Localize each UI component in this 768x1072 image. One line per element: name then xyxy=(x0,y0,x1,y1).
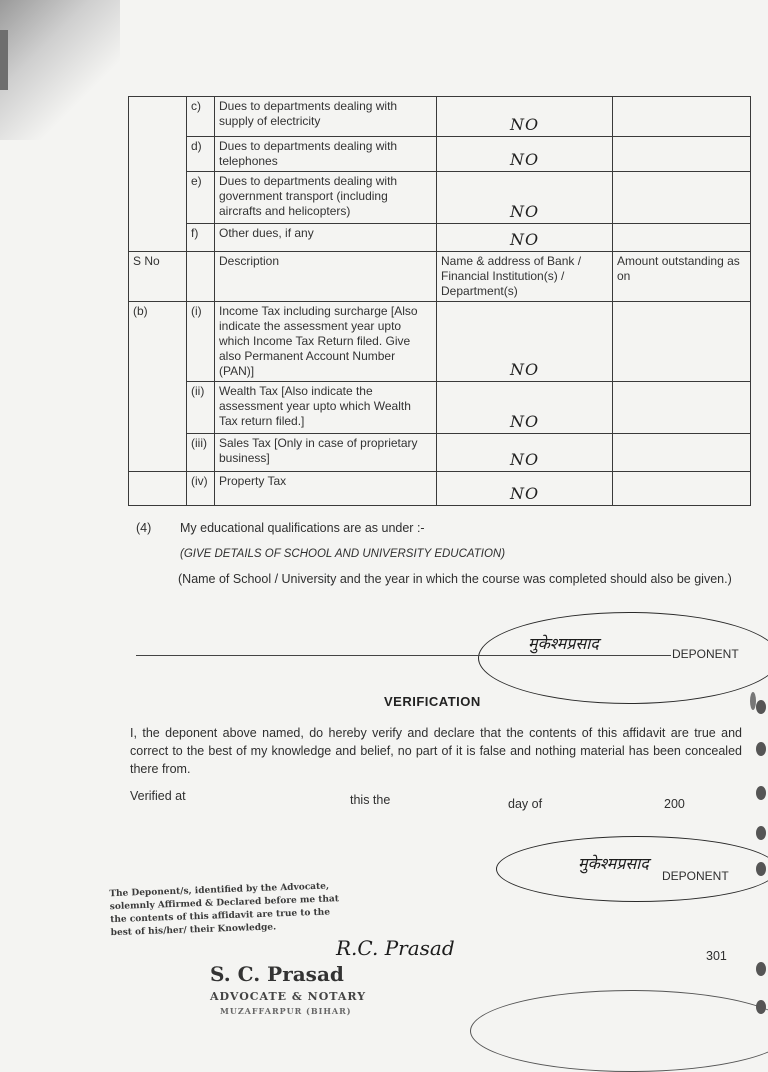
section4-line: My educational qualifications are as under :- xyxy=(180,521,425,535)
handwritten-entry: NO xyxy=(509,202,540,221)
page-number: 301 xyxy=(706,949,727,963)
dues-table xyxy=(128,96,751,506)
handwritten-entry: NO xyxy=(509,230,540,249)
amount-cell xyxy=(613,97,751,137)
bank-cell xyxy=(437,172,613,224)
signature-oval xyxy=(470,990,768,1072)
notary-name: S. C. Prasad xyxy=(210,962,344,986)
handwritten-entry: NO xyxy=(509,150,540,169)
bank-cell xyxy=(437,434,613,472)
notary-place: MUZAFFARPUR (BIHAR) xyxy=(220,1006,352,1016)
notary-signature: R.C. Prasad xyxy=(336,936,455,960)
bank-cell xyxy=(437,224,613,252)
section4-instruction: (GIVE DETAILS OF SCHOOL AND UNIVERSITY EDUCATION) xyxy=(180,548,506,560)
amount-cell xyxy=(613,172,751,224)
handwritten-entry: NO xyxy=(509,484,540,503)
deponent-signature: मुकेश्मप्रसाद xyxy=(578,854,649,873)
row-label: (iii) xyxy=(187,434,215,472)
verification-heading: VERIFICATION xyxy=(384,694,481,709)
bank-cell xyxy=(437,97,613,137)
row-label: e) xyxy=(187,172,215,224)
year-label: 200 xyxy=(664,797,685,811)
row-label: d) xyxy=(187,137,215,172)
scan-edge xyxy=(0,30,8,90)
amount-cell xyxy=(613,472,751,506)
table-header-row xyxy=(129,252,751,302)
header-blank xyxy=(187,252,215,302)
row-description: Sales Tax [Only in case of proprietary business] xyxy=(215,434,437,472)
bank-cell xyxy=(437,382,613,434)
amount-cell xyxy=(613,382,751,434)
section-b-blank xyxy=(129,472,187,506)
row-description: Income Tax including surcharge [Also indicate the assessment year upto which Income Tax Return filed. Give also Permanent Account Number (PAN)] xyxy=(215,302,437,382)
row-label: (i) xyxy=(187,302,215,382)
handwritten-entry: NO xyxy=(509,115,540,134)
this-the-label: this the xyxy=(350,793,391,807)
section-number: (4) xyxy=(136,521,152,535)
handwritten-entry: NO xyxy=(509,412,540,431)
table-row xyxy=(129,472,751,506)
table-row xyxy=(129,172,751,224)
amount-cell xyxy=(613,434,751,472)
header-sno: S No xyxy=(129,252,187,302)
header-description: Description xyxy=(215,252,437,302)
bank-cell xyxy=(437,302,613,382)
table-row xyxy=(129,137,751,172)
day-of-label: day of xyxy=(508,797,543,811)
table-row xyxy=(129,302,751,382)
bank-cell xyxy=(437,472,613,506)
signature-line xyxy=(136,655,671,656)
header-bank: Name & address of Bank / Financial Institution(s) / Department(s) xyxy=(437,252,613,302)
row-description: Property Tax xyxy=(215,472,437,506)
row-label: (ii) xyxy=(187,382,215,434)
handwritten-entry: NO xyxy=(509,450,540,469)
section-b-label: (b) xyxy=(129,302,187,472)
row-description: Dues to departments dealing with supply of electricity xyxy=(215,97,437,137)
table-row xyxy=(129,224,751,252)
amount-cell xyxy=(613,137,751,172)
row-label: c) xyxy=(187,97,215,137)
section-a-cell xyxy=(129,97,187,252)
row-description: Dues to departments dealing with government transport (including aircrafts and helicopters) xyxy=(215,172,437,224)
deponent-label: DEPONENT xyxy=(662,869,729,883)
header-amount: Amount outstanding as on xyxy=(613,252,751,302)
row-description: Other dues, if any xyxy=(215,224,437,252)
notary-stamp-text: The Deponent/s, identified by the Advocate, solemnly Affirmed & Declared before me that the contents of this affidavit are true to the best of his/her/ their Knowledge. xyxy=(109,881,340,939)
table-row xyxy=(129,382,751,434)
amount-cell xyxy=(613,224,751,252)
deponent-label: DEPONENT xyxy=(672,647,739,661)
notary-title: ADVOCATE & NOTARY xyxy=(210,990,367,1003)
bank-cell xyxy=(437,137,613,172)
table-row xyxy=(129,97,751,137)
row-description: Dues to departments dealing with telephones xyxy=(215,137,437,172)
deponent-signature: मुकेश्मप्रसाद xyxy=(528,634,599,653)
section4-note: (Name of School / University and the year in which the course was completed should also be given.) xyxy=(178,572,732,586)
row-label: f) xyxy=(187,224,215,252)
page-fold-shadow xyxy=(0,0,120,140)
row-label: (iv) xyxy=(187,472,215,506)
handwritten-entry: NO xyxy=(509,360,540,379)
verified-at-label: Verified at xyxy=(130,789,186,803)
table-row xyxy=(129,434,751,472)
verification-body: I, the deponent above named, do hereby verify and declare that the contents of this affidavit are true and correct to the best of my knowledge and belief, no part of it is false and nothing material has been concealed there from. xyxy=(130,726,742,776)
amount-cell xyxy=(613,302,751,382)
row-description: Wealth Tax [Also indicate the assessment year upto which Wealth Tax return filed.] xyxy=(215,382,437,434)
